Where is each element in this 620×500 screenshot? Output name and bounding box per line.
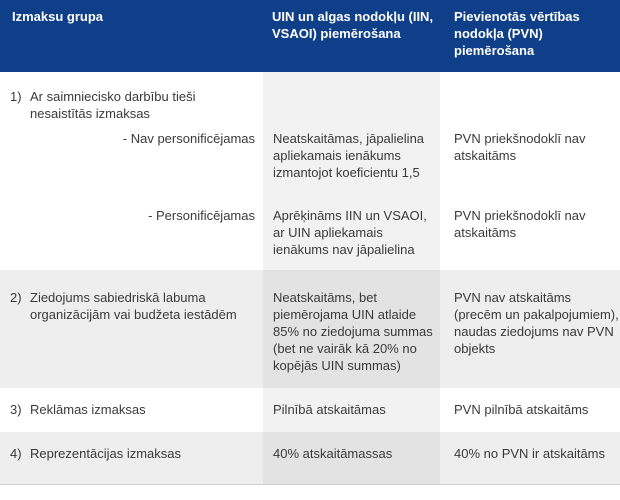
pvn-value: PVN priekšnodoklī nav atskaitāms bbox=[454, 131, 586, 163]
table-bottom-border bbox=[0, 484, 620, 485]
pvn-value: 40% no PVN ir atskaitāms bbox=[454, 446, 606, 461]
sub-row-label: - Personificējamas bbox=[148, 208, 255, 223]
table-row bbox=[0, 432, 620, 484]
row-label: Ziedojums sabiedriskā labuma organizācijām vai budžeta iestādēm bbox=[30, 290, 237, 322]
row-number: 1) bbox=[10, 89, 22, 104]
row-label: Ar saimniecisko darbību tieši nesaistītās izmaksas bbox=[30, 89, 196, 121]
row-number: 2) bbox=[10, 290, 22, 305]
table-row bbox=[0, 72, 620, 270]
table-row bbox=[0, 270, 620, 388]
row-number: 4) bbox=[10, 446, 22, 461]
uin-value: Neatskaitāms, bet piemērojama UIN atlaide 85% no ziedojuma summas (bet ne vairāk kā 20% no kopējās UIN summas) bbox=[273, 290, 433, 373]
header-pvn-application: Pievienotās vērtības nodokļa (PVN) piemērošana bbox=[454, 9, 580, 58]
pvn-value: PVN nav atskaitāms (precēm un pakalpojumiem), naudas ziedojums nav PVN objekts bbox=[454, 290, 619, 356]
uin-value: Pilnībā atskaitāmas bbox=[273, 402, 386, 417]
header-expense-group: Izmaksu grupa bbox=[12, 9, 104, 24]
uin-value: Aprēķināms IIN un VSAOI, ar UIN apliekamais ienākums nav jāpalielina bbox=[273, 208, 427, 257]
uin-value: Neatskaitāmas, jāpalielina apliekamais ienākums izmantojot koeficientu 1,5 bbox=[273, 131, 425, 180]
pvn-value: PVN priekšnodoklī nav atskaitāms bbox=[454, 208, 586, 240]
pvn-value: PVN pilnībā atskaitāms bbox=[454, 402, 589, 417]
header-uin-application: UIN un algas nodokļu (IIN, VSAOI) piemērošana bbox=[272, 9, 434, 41]
table-header bbox=[0, 0, 620, 72]
sub-row-label: - Nav personificējamas bbox=[122, 131, 255, 146]
row-label: Reklāmas izmaksas bbox=[30, 402, 146, 417]
table-row bbox=[0, 388, 620, 432]
uin-value: 40% atskaitāmassas bbox=[273, 446, 393, 461]
row-number: 3) bbox=[10, 402, 22, 417]
row-label: Reprezentācijas izmaksas bbox=[30, 446, 182, 461]
